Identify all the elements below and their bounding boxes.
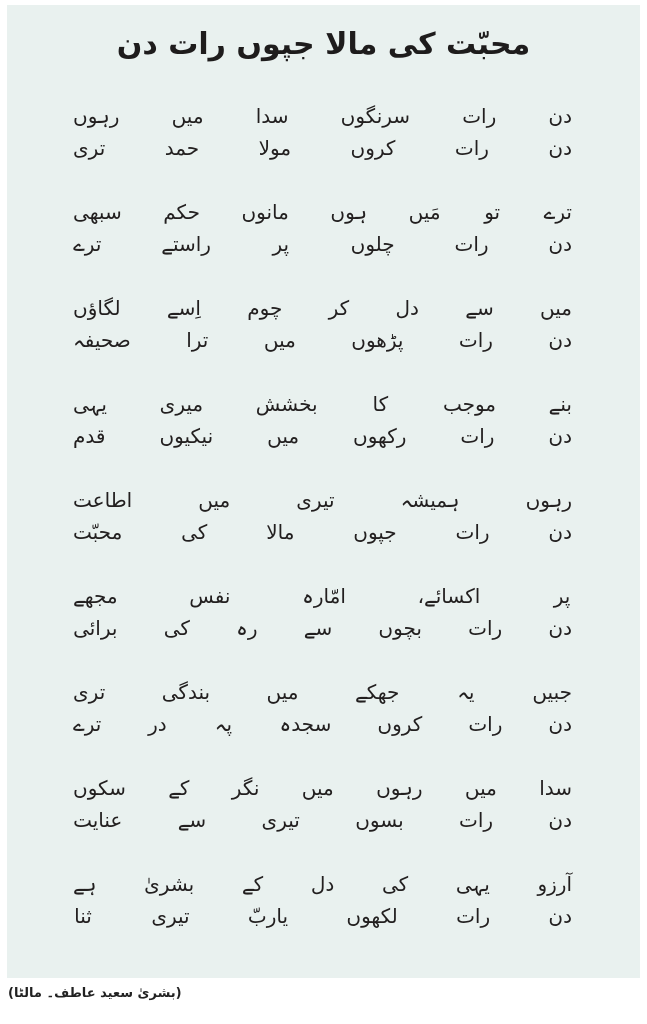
stanza xyxy=(7,772,640,836)
verse-word: نفس xyxy=(189,584,231,608)
verse-word: سکوں xyxy=(73,776,126,800)
verse-word: لگاؤں xyxy=(73,296,121,320)
verse-word: رات xyxy=(454,136,489,160)
verse-line xyxy=(73,100,572,132)
poem-panel xyxy=(7,5,640,978)
verse-word: مَیں xyxy=(408,200,441,224)
verse-word: بندگی xyxy=(161,680,211,704)
stanza xyxy=(7,580,640,644)
verse-word: دن xyxy=(548,904,572,928)
verse-word: رات xyxy=(468,712,503,736)
verse-word: کروں xyxy=(350,136,396,160)
stanza xyxy=(7,292,640,356)
verse-line xyxy=(73,420,572,452)
verse-word: موجب xyxy=(442,392,496,416)
verse-word: ترا xyxy=(186,328,209,352)
verse-word: رکھوں xyxy=(353,424,407,448)
verse-word: ہوں xyxy=(330,200,368,224)
verse-word: رات xyxy=(460,424,495,448)
verse-word: جھکے xyxy=(355,680,400,704)
verse-word: حکم xyxy=(163,200,200,224)
verse-line xyxy=(73,228,572,260)
verse-word: پہ xyxy=(214,712,233,736)
verse-line xyxy=(73,612,572,644)
verse-word: ثنا xyxy=(74,904,92,928)
verse-word: برائی xyxy=(73,616,118,640)
verse-line xyxy=(73,196,572,228)
verse-word: مالا xyxy=(266,520,295,544)
verse-line xyxy=(73,516,572,548)
verse-word: تیری xyxy=(151,904,190,928)
verse-word: رہوں xyxy=(525,488,572,512)
verse-word: نگر xyxy=(231,776,260,800)
verse-word: بسوں xyxy=(355,808,404,832)
verse-word: صحیفہ xyxy=(73,328,131,352)
verse-line xyxy=(73,484,572,516)
verse-word: رات xyxy=(462,104,497,128)
verse-word: میں xyxy=(198,488,231,512)
verse-word: رات xyxy=(459,808,494,832)
verse-line xyxy=(73,132,572,164)
stanza xyxy=(7,484,640,548)
verse-word: دن xyxy=(548,136,572,160)
verse-word: تری xyxy=(73,136,106,160)
verse-word: در xyxy=(148,712,167,736)
verse-word: بشریٰ xyxy=(144,872,195,896)
verse-word: میں xyxy=(464,776,497,800)
stanza xyxy=(7,388,640,452)
verse-word: چلوں xyxy=(350,232,395,256)
verse-word: چوم xyxy=(247,296,283,320)
verse-word: پڑھوں xyxy=(351,328,404,352)
verse-word: تیری xyxy=(261,808,300,832)
verse-word: کی xyxy=(381,872,409,896)
verse-word: یہی xyxy=(455,872,490,896)
verse-word: سے xyxy=(177,808,207,832)
verse-word: میں xyxy=(171,104,204,128)
poem-body xyxy=(7,100,640,964)
verse-word: تری xyxy=(73,680,106,704)
verse-word: قدم xyxy=(73,424,106,448)
verse-word: دل xyxy=(310,872,335,896)
verse-word: اکسائے، xyxy=(417,584,481,608)
verse-word: محبّت xyxy=(73,520,123,544)
verse-word: ہے xyxy=(73,872,97,896)
verse-word: راستے xyxy=(161,232,211,256)
verse-word: جپوں xyxy=(353,520,397,544)
stanza xyxy=(7,676,640,740)
verse-word: یہی xyxy=(73,392,107,416)
verse-word: مولا xyxy=(258,136,292,160)
verse-word: رہ xyxy=(236,616,258,640)
verse-line xyxy=(73,772,572,804)
verse-word: مجھے xyxy=(73,584,118,608)
verse-line xyxy=(73,804,572,836)
poem-title: محبّت کی مالا جپوں رات دن xyxy=(116,27,531,62)
verse-word: سدا xyxy=(255,104,289,128)
verse-word: دن xyxy=(548,712,572,736)
verse-word: میں xyxy=(540,296,572,320)
verse-word: دل xyxy=(395,296,419,320)
verse-word: اطاعت xyxy=(73,488,133,512)
verse-line xyxy=(73,708,572,740)
verse-word: کی xyxy=(181,520,208,544)
verse-word: دن xyxy=(548,104,572,128)
verse-word: دن xyxy=(548,616,572,640)
verse-word: سے xyxy=(465,296,494,320)
verse-word: ترے xyxy=(73,232,102,256)
verse-word: پر xyxy=(553,584,571,608)
verse-word: ہمیشہ xyxy=(400,488,460,512)
verse-word: رات xyxy=(456,904,491,928)
verse-line xyxy=(73,292,572,324)
verse-word: جبیں xyxy=(532,680,572,704)
verse-word: ترے xyxy=(543,200,572,224)
verse-word: سجدہ xyxy=(279,712,332,736)
verse-word: دن xyxy=(548,520,572,544)
verse-word: کے xyxy=(168,776,190,800)
verse-word: بنے xyxy=(548,392,572,416)
verse-word: رات xyxy=(458,328,493,352)
verse-word: امّارہ xyxy=(302,584,346,608)
poet-credit: (بشریٰ سعید عاطف۔ مالٹا) xyxy=(8,986,182,1001)
verse-word: دن xyxy=(548,232,572,256)
verse-word: نیکیوں xyxy=(159,424,214,448)
verse-word: سدا xyxy=(539,776,572,800)
verse-word: دن xyxy=(548,328,572,352)
verse-word: رہوں xyxy=(73,104,120,128)
verse-word: رات xyxy=(455,520,490,544)
verse-word: یاربّ xyxy=(247,904,289,928)
verse-word: سے xyxy=(303,616,333,640)
verse-word: ترے xyxy=(73,712,102,736)
verse-word: رات xyxy=(454,232,489,256)
verse-line xyxy=(73,580,572,612)
verse-word: بخشش xyxy=(255,392,318,416)
verse-word: بچوں xyxy=(378,616,422,640)
verse-word: یہ xyxy=(457,680,475,704)
verse-word: میں xyxy=(301,776,334,800)
verse-word: اِسے xyxy=(166,296,201,320)
verse-word: کا xyxy=(372,392,389,416)
verse-word: کی xyxy=(163,616,190,640)
verse-word: کر xyxy=(328,296,350,320)
verse-word: تو xyxy=(484,200,501,224)
verse-word: میں xyxy=(263,328,296,352)
verse-word: میں xyxy=(267,424,300,448)
stanza xyxy=(7,196,640,260)
verse-word: آرزو xyxy=(537,872,572,896)
verse-word: رہوں xyxy=(376,776,423,800)
verse-word: کے xyxy=(241,872,264,896)
verse-word: تیری xyxy=(296,488,335,512)
verse-word: سبھی xyxy=(73,200,122,224)
verse-word: دن xyxy=(548,424,572,448)
verse-word: میری xyxy=(159,392,204,416)
verse-line xyxy=(73,868,572,900)
verse-word: رات xyxy=(468,616,503,640)
verse-word: پر xyxy=(272,232,290,256)
verse-word: عنایت xyxy=(73,808,123,832)
verse-word: میں xyxy=(266,680,299,704)
stanza xyxy=(7,868,640,932)
verse-line xyxy=(73,900,572,932)
verse-word: مانوں xyxy=(241,200,289,224)
verse-word: لکھوں xyxy=(346,904,398,928)
verse-word: کروں xyxy=(377,712,423,736)
stanza xyxy=(7,100,640,164)
verse-word: حمد xyxy=(164,136,200,160)
verse-word: سرنگوں xyxy=(340,104,411,128)
verse-line xyxy=(73,388,572,420)
verse-line xyxy=(73,676,572,708)
verse-line xyxy=(73,324,572,356)
verse-word: دن xyxy=(548,808,572,832)
